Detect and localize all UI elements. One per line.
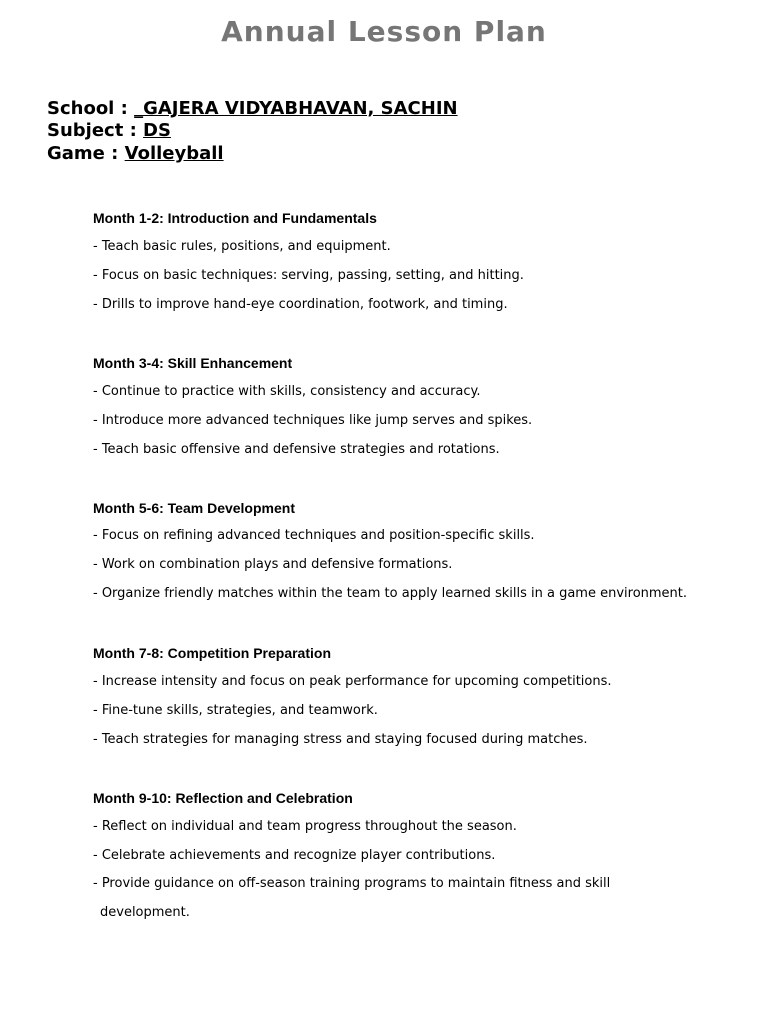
game-value: Volleyball: [124, 143, 224, 164]
list-item: - Teach basic rules, positions, and equipment.: [93, 239, 391, 254]
list-item: - Reflect on individual and team progress throughout the season.: [93, 819, 517, 834]
subject-label: Subject :: [47, 120, 144, 141]
list-item: - Work on combination plays and defensive formations.: [93, 557, 453, 572]
section-heading-month-7-8: Month 7-8: Competition Preparation: [93, 645, 331, 661]
list-item: - Focus on refining advanced techniques and position-specific skills.: [93, 528, 535, 543]
list-item: - Provide guidance on off-season training programs to maintain fitness and skill: [93, 876, 611, 891]
subject-line: [47, 120, 171, 142]
section-heading-month-5-6: Month 5-6: Team Development: [93, 500, 295, 516]
list-item: - Drills to improve hand-eye coordination, footwork, and timing.: [93, 297, 508, 312]
list-item: - Introduce more advanced techniques like jump serves and spikes.: [93, 413, 533, 428]
section-heading-month-3-4: Month 3-4: Skill Enhancement: [93, 355, 293, 371]
list-item: - Teach basic offensive and defensive strategies and rotations.: [93, 442, 500, 457]
school-line: [47, 98, 458, 120]
subject-value: DS: [143, 120, 171, 141]
list-item: - Organize friendly matches within the team to apply learned skills in a game environment.: [93, 586, 688, 601]
section-heading-month-9-10: Month 9-10: Reflection and Celebration: [93, 790, 353, 806]
list-item-continuation: development.: [100, 905, 190, 920]
section-heading-month-1-2: Month 1-2: Introduction and Fundamentals: [93, 210, 377, 226]
list-item: - Continue to practice with skills, consistency and accuracy.: [93, 384, 481, 399]
list-item: - Celebrate achievements and recognize player contributions.: [93, 848, 496, 863]
game-line: [47, 143, 224, 165]
school-label: School :: [47, 98, 135, 119]
list-item: - Focus on basic techniques: serving, passing, setting, and hitting.: [93, 268, 524, 283]
game-label: Game :: [47, 143, 125, 164]
list-item: - Fine-tune skills, strategies, and teamwork.: [93, 703, 378, 718]
list-item: - Increase intensity and focus on peak performance for upcoming competitions.: [93, 674, 612, 689]
school-value: _GAJERA VIDYABHAVAN, SACHIN: [134, 98, 458, 119]
list-item: - Teach strategies for managing stress and staying focused during matches.: [93, 732, 588, 747]
document-title: Annual Lesson Plan: [221, 15, 547, 48]
